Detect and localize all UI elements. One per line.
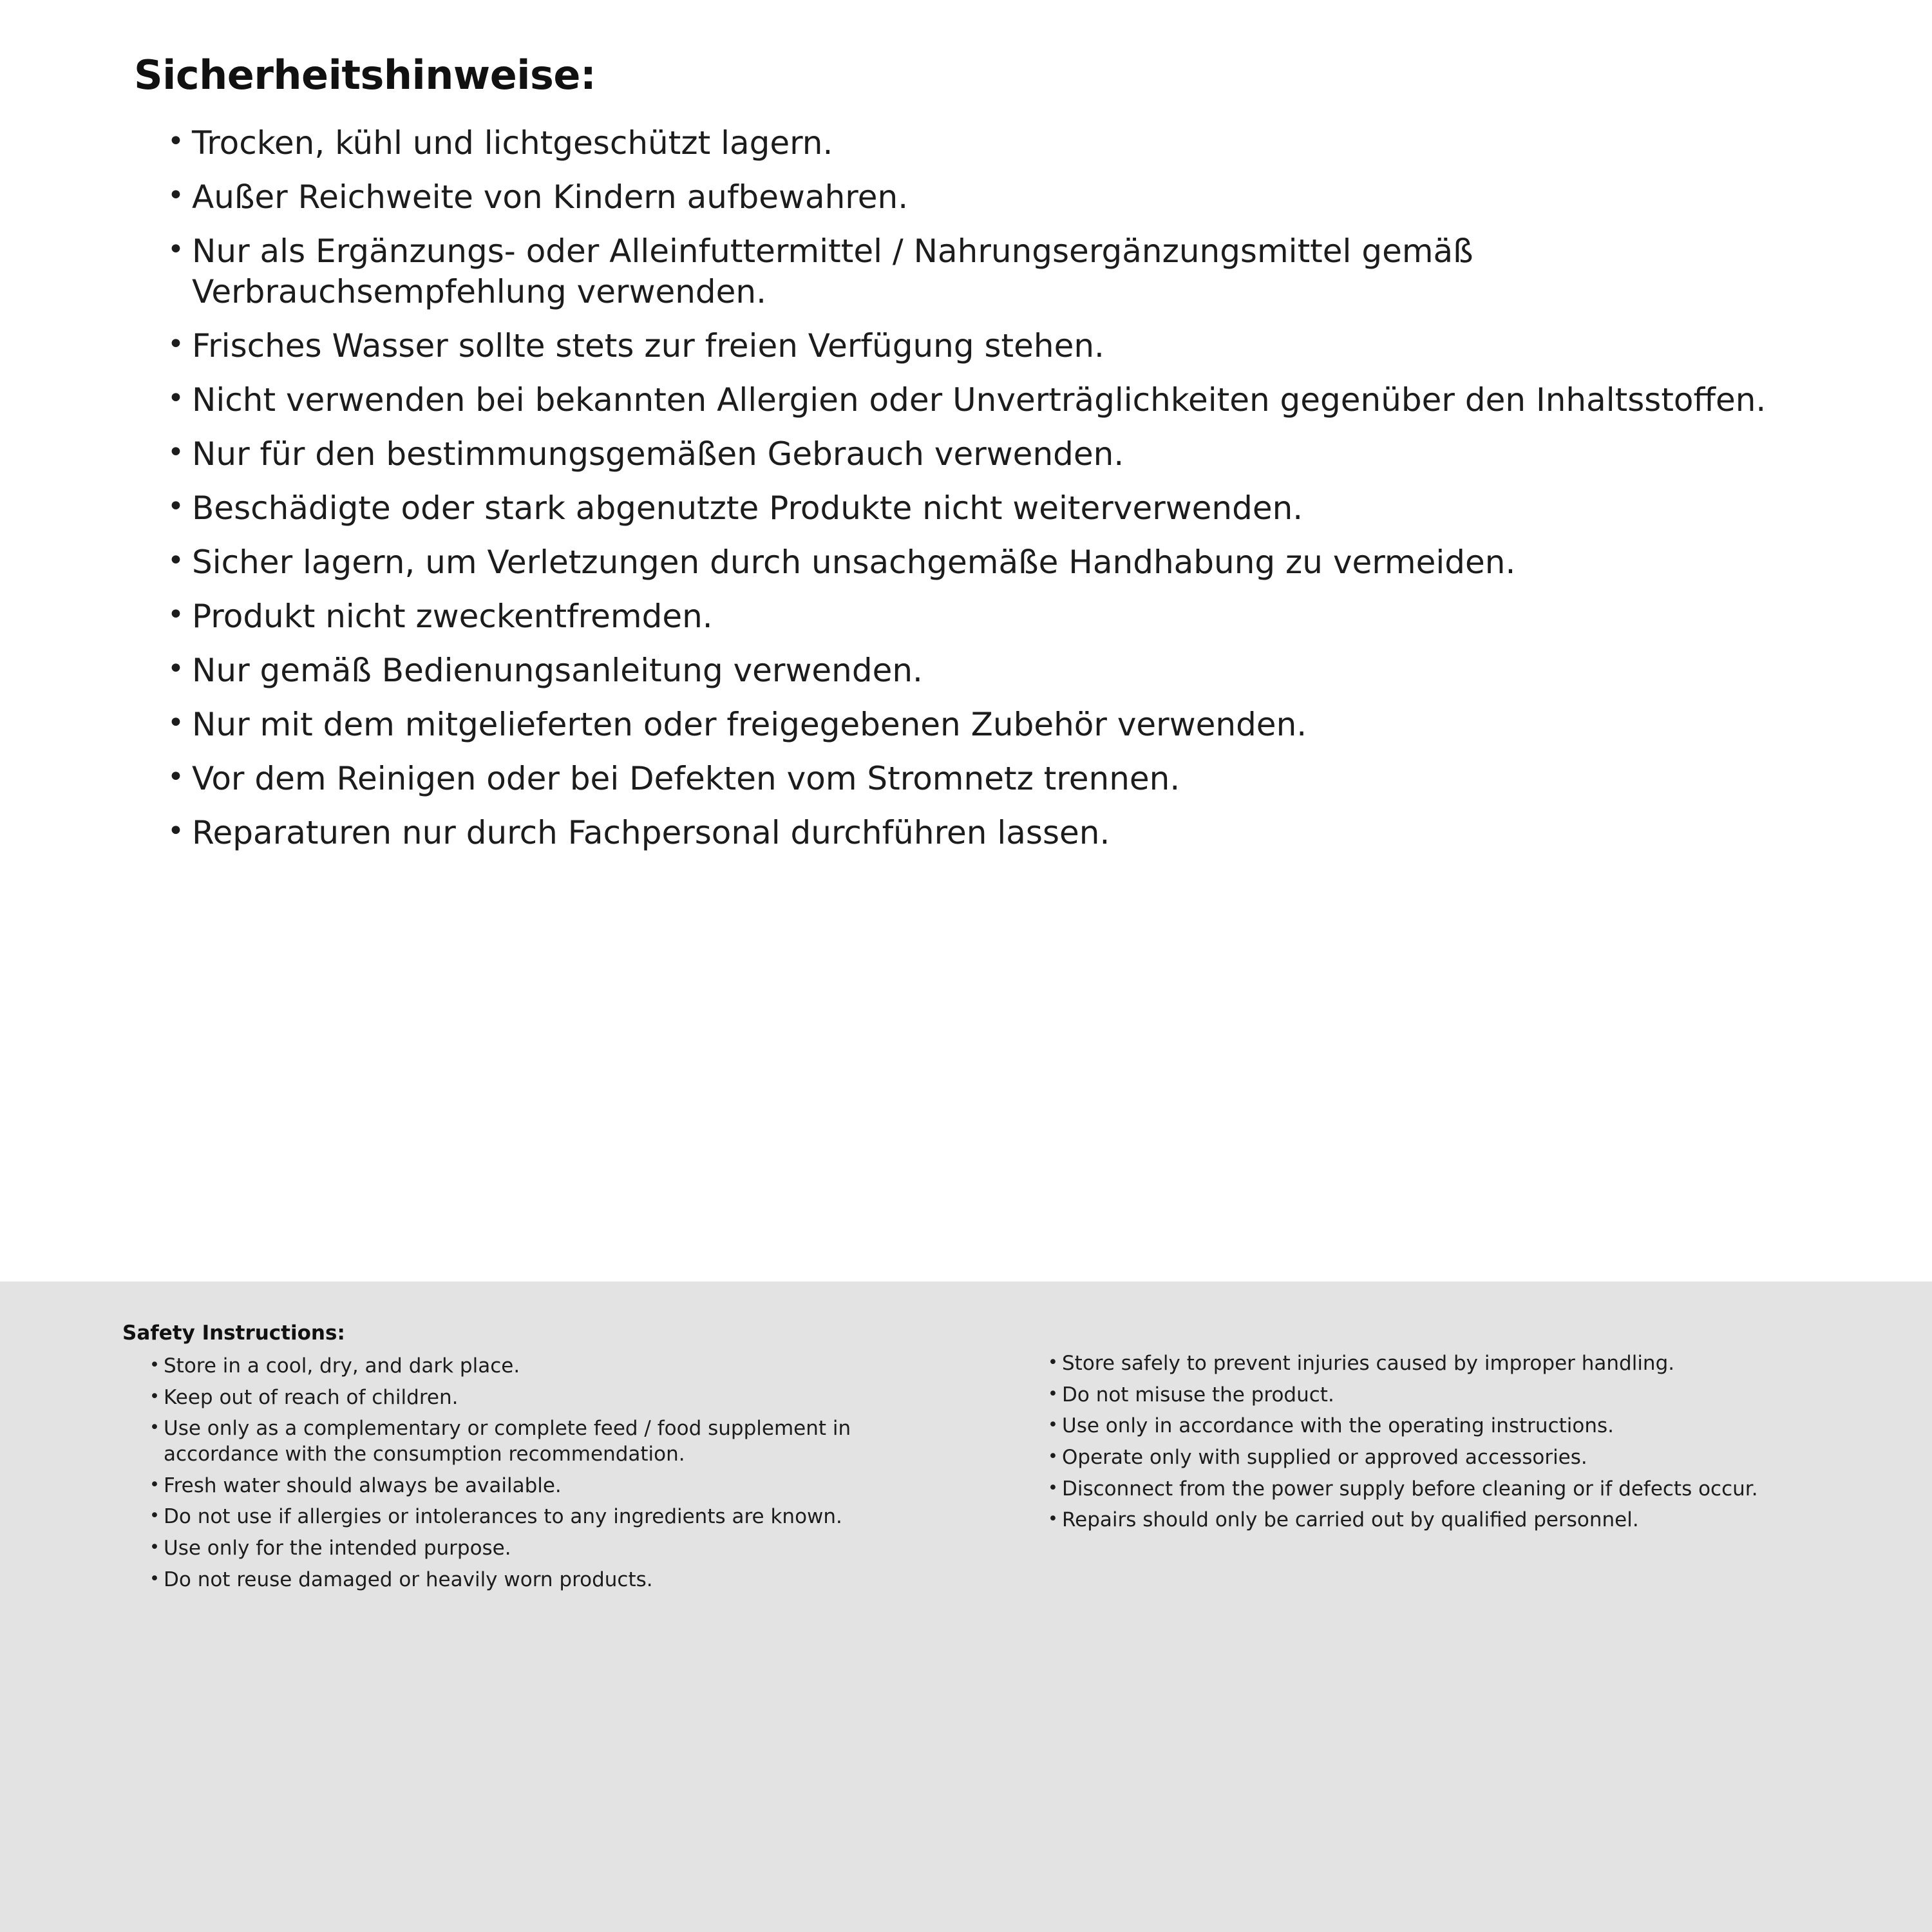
list-item	[122, 1354, 956, 1379]
list-item-text: Store safely to prevent injuries caused by improper handling.	[1062, 1352, 1675, 1375]
list-item-text: Do not use if allergies or intolerances to any ingredients are known.	[164, 1505, 842, 1529]
list-item-text: Nur gemäß Bedienungsanleitung verwenden.	[192, 652, 923, 689]
bullet-icon: •	[1048, 1352, 1058, 1372]
list-item	[122, 705, 1861, 745]
bullet-icon: •	[167, 544, 184, 577]
english-section-title: Safety Instructions:	[122, 1321, 345, 1345]
list-item	[122, 650, 1861, 691]
bullet-icon: •	[167, 706, 184, 739]
list-item-text: Nur mit dem mitgelieferten oder freigegebenen Zubehör verwenden.	[192, 706, 1307, 743]
german-safety-list	[122, 123, 1861, 853]
bullet-icon: •	[167, 598, 184, 631]
list-item	[122, 596, 1861, 637]
list-item-text: Use only as a complementary or complete feed / food supplement in accordance with the consumption recommendation.	[164, 1417, 851, 1466]
list-item-text: Frisches Wasser sollte stets zur freien Verfügung stehen.	[192, 327, 1104, 365]
list-item-text: Produkt nicht zweckentfremden.	[192, 598, 713, 635]
bullet-icon: •	[149, 1568, 160, 1589]
english-safety-section	[0, 1282, 1932, 1932]
english-column-right	[1021, 1321, 1855, 1539]
bullet-icon: •	[149, 1355, 160, 1375]
list-item	[122, 231, 1861, 312]
list-item-text: Repairs should only be carried out by qualified personnel.	[1062, 1508, 1639, 1532]
list-item-text: Vor dem Reinigen oder bei Defekten vom Stromnetz trennen.	[192, 760, 1180, 797]
list-item	[1021, 1477, 1855, 1502]
list-item	[1021, 1508, 1855, 1533]
list-item	[1021, 1414, 1855, 1439]
list-item	[122, 1473, 956, 1499]
bullet-icon: •	[167, 436, 184, 469]
bullet-icon: •	[167, 125, 184, 158]
list-item-text: Disconnect from the power supply before cleaning or if defects occur.	[1062, 1477, 1758, 1501]
list-item	[122, 1536, 956, 1562]
list-item	[122, 434, 1861, 475]
bullet-icon: •	[1048, 1446, 1058, 1467]
list-item	[122, 1385, 956, 1411]
english-safety-list-right	[1021, 1351, 1855, 1533]
list-item	[122, 759, 1861, 799]
list-item	[1021, 1445, 1855, 1471]
bullet-icon: •	[149, 1506, 160, 1526]
bullet-icon: •	[1048, 1509, 1058, 1530]
bullet-icon: •	[167, 179, 184, 212]
list-item-text: Do not misuse the product.	[1062, 1383, 1334, 1406]
bullet-icon: •	[167, 233, 184, 266]
list-item-text: Store in a cool, dry, and dark place.	[164, 1354, 520, 1378]
list-item-text: Keep out of reach of children.	[164, 1385, 459, 1409]
list-item	[122, 1416, 956, 1467]
list-item-text: Trocken, kühl und lichtgeschützt lagern.	[192, 124, 833, 162]
list-item	[122, 177, 1861, 218]
bullet-icon: •	[167, 815, 184, 848]
bullet-icon: •	[1048, 1415, 1058, 1435]
bullet-icon: •	[149, 1417, 160, 1438]
list-item-text: Nur als Ergänzungs- oder Alleinfuttermittel / Nahrungsergänzungsmittel gemäß Verbrauchsempfehlung verwenden.	[192, 232, 1473, 310]
list-item-text: Nur für den bestimmungsgemäßen Gebrauch verwenden.	[192, 435, 1124, 473]
list-item	[122, 1504, 956, 1530]
list-item-text: Reparaturen nur durch Fachpersonal durchführen lassen.	[192, 814, 1110, 851]
list-item	[122, 488, 1861, 529]
english-column-left	[122, 1321, 956, 1598]
list-item	[122, 326, 1861, 366]
list-item	[122, 542, 1861, 583]
bullet-icon: •	[1048, 1477, 1058, 1498]
bullet-icon: •	[149, 1386, 160, 1406]
list-item-text: Beschädigte oder stark abgenutzte Produkte nicht weiterverwenden.	[192, 489, 1303, 527]
list-item	[122, 380, 1861, 421]
list-item	[122, 123, 1861, 164]
list-item-text: Do not reuse damaged or heavily worn products.	[164, 1567, 653, 1591]
list-item-text: Operate only with supplied or approved accessories.	[1062, 1446, 1587, 1470]
list-item-text: Use only for the intended purpose.	[164, 1537, 511, 1560]
list-item	[1021, 1351, 1855, 1377]
list-item-text: Fresh water should always be available.	[164, 1473, 562, 1497]
list-item-text: Nicht verwenden bei bekannten Allergien oder Unverträglichkeiten gegenüber den Inhaltsstoffen.	[192, 381, 1766, 419]
bullet-icon: •	[149, 1474, 160, 1495]
list-item	[122, 813, 1861, 853]
list-item-text: Außer Reichweite von Kindern aufbewahren.	[192, 178, 909, 216]
bullet-icon: •	[167, 761, 184, 793]
bullet-icon: •	[167, 490, 184, 523]
list-item	[1021, 1383, 1855, 1408]
bullet-icon: •	[167, 652, 184, 685]
list-item	[122, 1567, 956, 1593]
list-item-text: Sicher lagern, um Verletzungen durch unsachgemäße Handhabung zu vermeiden.	[192, 544, 1516, 581]
bullet-icon: •	[1048, 1383, 1058, 1404]
bullet-icon: •	[149, 1537, 160, 1558]
english-safety-list-left	[122, 1354, 956, 1593]
bullet-icon: •	[167, 382, 184, 415]
page-title: Sicherheitshinweise:	[134, 52, 596, 99]
bullet-icon: •	[167, 328, 184, 361]
list-item-text: Use only in accordance with the operating instructions.	[1062, 1414, 1614, 1438]
